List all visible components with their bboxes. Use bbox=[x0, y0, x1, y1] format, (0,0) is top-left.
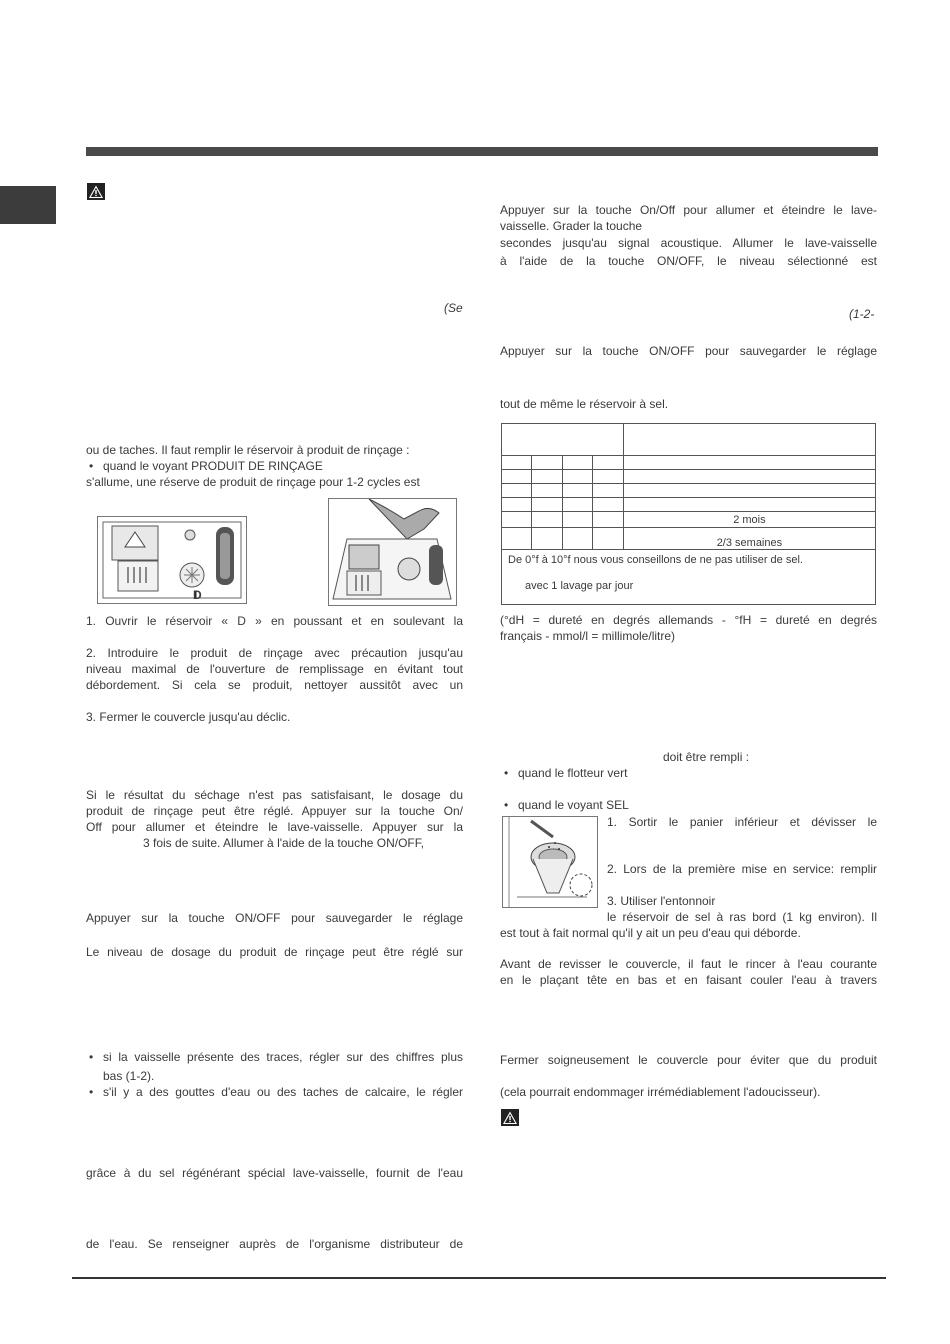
table-cell bbox=[593, 470, 623, 484]
step-3: 3. Fermer le couvercle jusqu'au déclic. bbox=[86, 710, 291, 724]
text-line: en le plaçant tête en bas et en faisant couler l'eau à travers bbox=[500, 973, 877, 987]
salt-step-3: 3. Utiliser l'entonnoir bbox=[607, 894, 716, 908]
table-cell bbox=[593, 484, 623, 498]
table-cell bbox=[593, 498, 623, 512]
step-2-line: débordement. Si cela se produit, nettoyer aussitôt avec un bbox=[86, 678, 463, 692]
table-cell bbox=[623, 424, 875, 456]
bullet-item-cont: bas (1-2). bbox=[103, 1069, 155, 1083]
table-cell bbox=[562, 484, 592, 498]
text-line: s'allume, une réserve de produit de rinçage pour 1-2 cycles est bbox=[86, 475, 420, 489]
text-line: tout de même le réservoir à sel. bbox=[500, 397, 669, 411]
text-line: de l'eau. Se renseigner auprès de l'organisme distributeur de bbox=[86, 1237, 463, 1251]
text-line: (°dH = dureté en degrés allemands - °fH = dureté en degrés bbox=[500, 613, 877, 627]
table-cell bbox=[623, 498, 875, 512]
table-cell bbox=[593, 512, 623, 528]
text-line: à l'aide de la touche ON/OFF, le niveau sélectionné est bbox=[500, 254, 877, 268]
salt-reservoir-figure bbox=[502, 816, 598, 908]
table-cell bbox=[562, 498, 592, 512]
table-cell bbox=[532, 456, 562, 470]
text-line: Appuyer sur la touche On/Off pour allumer et éteindre le lave- bbox=[500, 203, 877, 217]
text-line: produit de rinçage peut être réglé. Appuyer sur la touche On/ bbox=[86, 804, 463, 818]
table-note: De 0°f à 10°f nous vous conseillons de ne pas utiliser de sel. bbox=[508, 554, 803, 566]
table-cell bbox=[502, 512, 532, 528]
warning-icon bbox=[501, 1109, 519, 1126]
bullet-item: • quand le flotteur vert bbox=[518, 766, 627, 781]
text-line: Appuyer sur la touche ON/OFF pour sauvegarder le réglage bbox=[86, 911, 463, 925]
salt-step-2: 2. Lors de la première mise en service: remplir bbox=[607, 862, 877, 876]
table-cell bbox=[562, 512, 592, 528]
section-tab bbox=[0, 186, 56, 224]
table-cell bbox=[502, 456, 532, 470]
bullet-item: • si la vaisselle présente des traces, régler sur des chiffres plus bbox=[103, 1050, 463, 1065]
table-cell bbox=[562, 470, 592, 484]
table-cell bbox=[532, 484, 562, 498]
table-cell bbox=[593, 528, 623, 550]
table-cell bbox=[532, 528, 562, 550]
text-line: Fermer soigneusement le couvercle pour éviter que du produit bbox=[500, 1053, 877, 1067]
bullet-item: • quand le voyant SEL bbox=[518, 798, 629, 813]
text-line: ou de taches. Il faut remplir le réservoir à produit de rinçage : bbox=[86, 443, 410, 457]
table-cell bbox=[532, 470, 562, 484]
header-rule bbox=[86, 147, 878, 156]
table-note: avec 1 lavage par jour bbox=[525, 580, 634, 592]
table-cell bbox=[502, 484, 532, 498]
text-line: Off pour allumer et éteindre le lave-vaisselle. Appuyer sur la bbox=[86, 820, 463, 834]
text-line: doit être rempli : bbox=[663, 750, 750, 764]
text-line: Avant de revisser le couvercle, il faut le rincer à l'eau courante bbox=[500, 957, 877, 971]
text-line: Le niveau de dosage du produit de rinçage peut être réglé sur bbox=[86, 945, 463, 959]
table-cell bbox=[562, 456, 592, 470]
table-cell bbox=[593, 456, 623, 470]
text-line: (cela pourrait endommager irrémédiablement l'adoucisseur). bbox=[500, 1085, 821, 1099]
figure-label: D bbox=[193, 588, 202, 602]
rinse-aid-filling-figure bbox=[328, 498, 457, 606]
table-cell bbox=[532, 512, 562, 528]
table-cell bbox=[532, 498, 562, 512]
rinse-aid-dispenser-figure bbox=[97, 516, 247, 604]
salt-step-1: 1. Sortir le panier inférieur et dévisser le bbox=[607, 815, 877, 829]
bullet-item: • quand le voyant PRODUIT DE RINÇAGE bbox=[103, 459, 323, 474]
text-line: 3 fois de suite. Allumer à l'aide de la touche ON/OFF, bbox=[143, 836, 425, 850]
table-cell bbox=[623, 456, 875, 470]
step-1: 1. Ouvrir le réservoir « D » en poussant et en soulevant la bbox=[86, 614, 463, 628]
table-cell bbox=[502, 470, 532, 484]
table-cell bbox=[502, 424, 624, 456]
step-2-line: niveau maximal de l'ouverture de remplissage en évitant tout bbox=[86, 662, 463, 676]
text-line: Si le résultat du séchage n'est pas satisfaisant, le dosage du bbox=[86, 788, 463, 802]
footer-rule bbox=[72, 1277, 886, 1279]
text-line: est tout à fait normal qu'il y ait un peu d'eau qui déborde. bbox=[500, 926, 801, 940]
table-cell bbox=[623, 484, 875, 498]
table-cell bbox=[562, 528, 592, 550]
table-cell bbox=[623, 470, 875, 484]
table-cell bbox=[502, 528, 532, 550]
warning-icon bbox=[87, 183, 105, 200]
text-line: secondes jusqu'au signal acoustique. Allumer le lave-vaisselle bbox=[500, 236, 877, 250]
text-line: (1-2- bbox=[849, 307, 875, 321]
table-cell: 2/3 semaines bbox=[623, 528, 875, 550]
water-hardness-table bbox=[501, 423, 876, 605]
table-cell bbox=[502, 498, 532, 512]
text-line: français - mmol/l = millimole/litre) bbox=[500, 629, 676, 643]
bullet-item: • s'il y a des gouttes d'eau ou des taches de calcaire, le régler bbox=[103, 1085, 463, 1100]
text-line: (Se bbox=[444, 301, 463, 315]
table-note-cell bbox=[502, 550, 876, 605]
text-line: le réservoir de sel à ras bord (1 kg environ). Il bbox=[607, 910, 877, 924]
table-cell: 2 mois bbox=[623, 512, 875, 528]
text-line: Appuyer sur la touche ON/OFF pour sauvegarder le réglage bbox=[500, 344, 877, 358]
text-line: grâce à du sel régénérant spécial lave-vaisselle, fournit de l'eau bbox=[86, 1166, 463, 1180]
step-2-line: 2. Introduire le produit de rinçage avec précaution jusqu'au bbox=[86, 646, 463, 660]
text-line: vaisselle. Grader la touche bbox=[500, 219, 643, 233]
